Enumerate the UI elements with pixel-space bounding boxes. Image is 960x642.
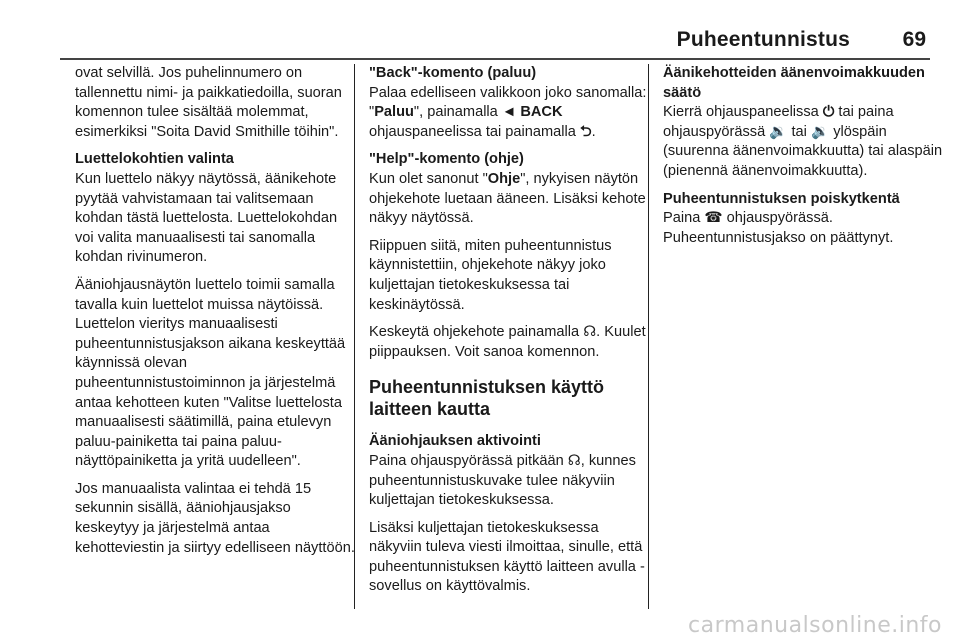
text: Palaa edelliseen valikkoon joko sanomalla: " — [369, 84, 647, 121]
paragraph — [663, 103, 943, 181]
column-2 — [369, 64, 649, 605]
volume-up-icon: 🔉 — [769, 123, 788, 140]
keyword-ohje: Ohje — [487, 170, 521, 187]
text: . — [591, 123, 596, 140]
paragraph — [663, 209, 943, 248]
paragraph: Ääniohjausnäytön luettelo toimii samalla tavalla kuin luettelot muissa näytöissä. Luettelon vieritys manuaalisesti puheentunnistusjakson aikana keskeyttää käynnissä olevan puheentunnistustoiminnon ja järjestelmä antaa kehotteen kuten "Valitse luettelosta manuaalisesti säätimillä, paina etulevyn paluu-painiketta tai paina paluu-näyttöpainiketta ja yritä uudelleen". — [75, 276, 346, 470]
page-title: Puheentunnistus — [676, 28, 850, 51]
subheading-back-command: "Back"-komento (paluu) — [369, 65, 537, 81]
paragraph: ovat selvillä. Jos puhelinnumero on tallennettu nimi- ja paikkatiedoilla, suoran komennon tulee sisältää molemmat, esimerkiksi "Soita David Smithille töihin". — [75, 65, 342, 140]
text: Kun olet sanonut " — [369, 170, 488, 187]
text: tai paina ohjauspyörässä — [663, 104, 894, 140]
volume-down-icon: 🔉 — [810, 123, 830, 140]
hang-up-icon: ☎ — [704, 210, 723, 227]
text: . Kuulet piippauksen. Voit sanoa komennon. — [369, 324, 646, 360]
text: Paina — [663, 210, 705, 227]
paragraph — [369, 170, 649, 229]
back-button-label: ◄ BACK — [501, 104, 563, 121]
text: ", nykyisen näytön ohjekehote luetaan ääneen. Lisäksi kehote näkyy näytössä. — [369, 170, 646, 227]
subheading-help-command: "Help"-komento (ohje) — [369, 151, 524, 168]
return-icon: ⮌ — [579, 123, 592, 140]
column-3 — [663, 64, 943, 256]
paragraph: Kun luettelo näkyy näytössä, äänikehote pyytää vahvistamaan tai valitsemaan kohdan tästä luettelosta. Luettelokohdan voi valita manuaalisesti tai sanomalla kohdan rivinumeron. — [75, 170, 338, 266]
voice-icon: ☊ — [567, 452, 581, 469]
paragraph: Jos manuaalista valintaa ei tehdä 15 sekunnin sisällä, ääniohjausjakso keskeytyy ja järjestelmä antaa kehotteviestin ja siirtyy edelliseen näyttöön. — [75, 480, 355, 556]
subheading-list-selection: Luettelokohtien valinta — [75, 151, 234, 168]
text: , kunnes puheentunnistuskuvake tulee näkyviin kuljettajan tietokeskuksessa. — [369, 452, 636, 509]
voice-icon: ☊ — [583, 324, 597, 341]
text: ", painamalla — [413, 104, 502, 121]
text: Keskeytä ohjekehote painamalla — [369, 324, 584, 341]
paragraph — [369, 323, 649, 362]
text: Kierrä ohjauspaneelissa — [663, 104, 823, 121]
subheading-activation: Ääniohjauksen aktivointi — [369, 433, 541, 450]
subheading-volume: Äänikehotteiden äänenvoimakkuuden säätö — [663, 65, 925, 101]
paragraph: Lisäksi kuljettajan tietokeskuksessa näkyviin tuleva viesti ilmoittaa, sinulle, että puheentunnistuksen käyttö laitteen avulla -sovellus on käyttövalmis. — [369, 519, 645, 595]
watermark: carmanualsonline.info — [688, 613, 942, 638]
header-rule — [60, 58, 930, 60]
text: tai — [787, 123, 811, 140]
page-number: 69 — [902, 28, 926, 51]
power-knob-icon: ⏻ — [822, 104, 835, 121]
column-1 — [75, 64, 355, 566]
paragraph — [369, 452, 649, 511]
subheading-deactivation: Puheentunnistuksen poiskytkentä — [663, 190, 900, 207]
text: ohjauspyörässä. Puheentunnistusjakso on päättynyt. — [663, 210, 894, 246]
text: ohjauspaneelissa tai painamalla — [369, 123, 580, 140]
text: ylöspäin (suurenna äänenvoimakkuutta) tai alaspäin (pienennä äänenvoimakkuutta). — [663, 123, 943, 179]
keyword-paluu: Paluu — [374, 104, 414, 121]
paragraph: Riippuen siitä, miten puheentunnistus käynnistettiin, ohjekehote näkyy joko kuljettajan tietokeskuksessa tai keskinäytössä. — [369, 237, 612, 313]
paragraph — [369, 84, 649, 143]
text: Paina ohjauspyörässä pitkään — [369, 452, 568, 469]
section-heading: Puheentunnistuksen käyttö laitteen kautta — [369, 377, 605, 420]
page-header — [60, 26, 930, 60]
